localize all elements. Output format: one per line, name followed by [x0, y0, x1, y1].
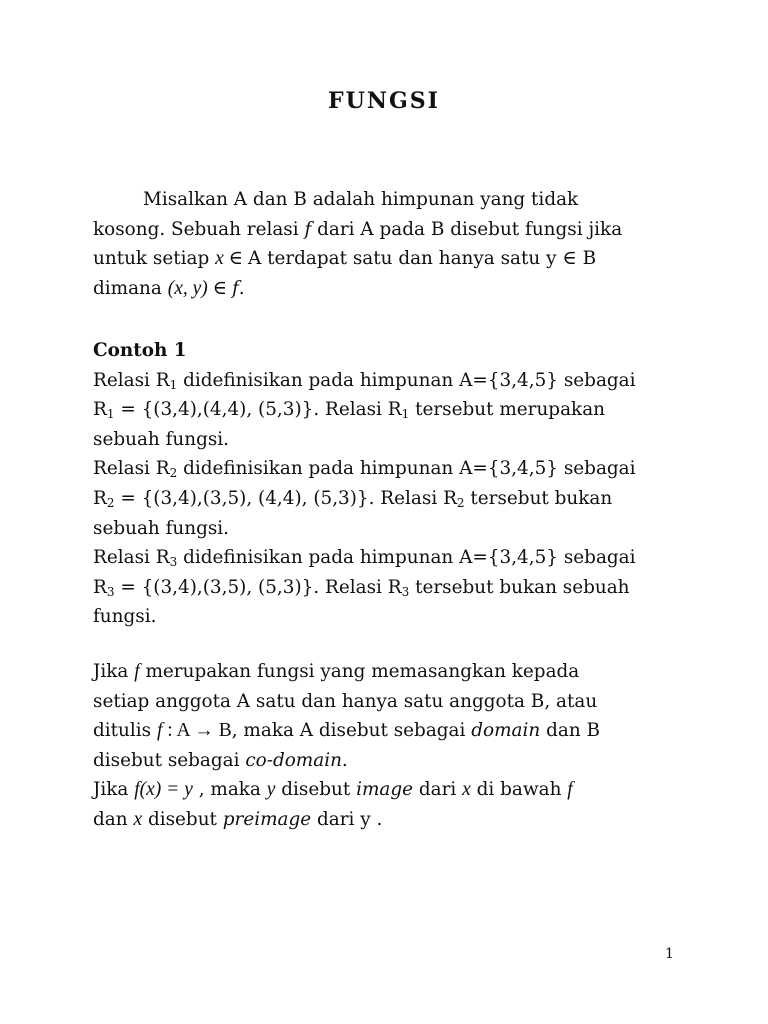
intro-paragraph	[93, 185, 673, 303]
definition-line-1: Jika f merupakan fungsi yang memasangkan kepada	[93, 661, 580, 682]
example-r2-line-2: $R_2 = \{(3,4),(3,5)$, (4,4), (5,3)}. Relasi $R_2$ tersebut bukan	[93, 487, 613, 510]
example-r1-line-3: sebuah fungsi.	[93, 428, 230, 450]
definition-line-2: setiap anggota A satu dan hanya satu anggota B, atau	[93, 690, 598, 712]
page-number: 1	[665, 946, 674, 962]
example-r2-line-1: Relasi $R_2$ didefinisikan pada himpunan A={3,4,5} sebagai	[93, 458, 636, 481]
page-title: FUNGSI	[328, 88, 440, 114]
intro-line-3: untuk setiap x ∈ A terdapat satu dan hanya satu y ∈ B	[93, 248, 597, 270]
example-r1-line-1: Relasi $R_1$ didefinisikan pada himpunan A={3,4,5} sebagai	[93, 369, 636, 392]
example-r3-line-3: fungsi.	[93, 606, 157, 628]
example-r1-line-2: $R_1 = \{(3,4),(4,4)$, (5,3)}. Relasi $R_1$ tersebut merupakan	[93, 399, 605, 422]
example-r3-line-2: $R_3 = \{(3,4),(3,5)$, (5,3)}. Relasi $R_3$ tersebut bukan sebuah	[93, 576, 630, 599]
definition-line-4: disebut sebagai co-domain.	[93, 749, 348, 771]
example-r3-line-1: Relasi $R_3$ didefinisikan pada himpunan A={3,4,5} sebagai	[93, 547, 636, 570]
definition-line-5: Jika f(x) = y , maka y disebut image dari x di bawah f	[93, 779, 573, 801]
intro-line-1: Misalkan A dan B adalah himpunan yang tidak	[143, 189, 579, 210]
definition-line-3: ditulis f : A → B, maka A disebut sebagai domain dan B	[93, 720, 601, 742]
definition-line-6: dan x disebut preimage dari y .	[93, 808, 383, 830]
intro-line-2: kosong. Sebuah relasi f dari A pada B disebut fungsi jika	[93, 218, 623, 240]
example-section	[93, 336, 673, 632]
intro-line-4: dimana (x, y) ∈ f.	[93, 277, 245, 299]
example-heading: Contoh 1	[93, 340, 187, 361]
example-r2-line-3: sebuah fungsi.	[93, 517, 230, 539]
definition-paragraph	[93, 657, 673, 835]
